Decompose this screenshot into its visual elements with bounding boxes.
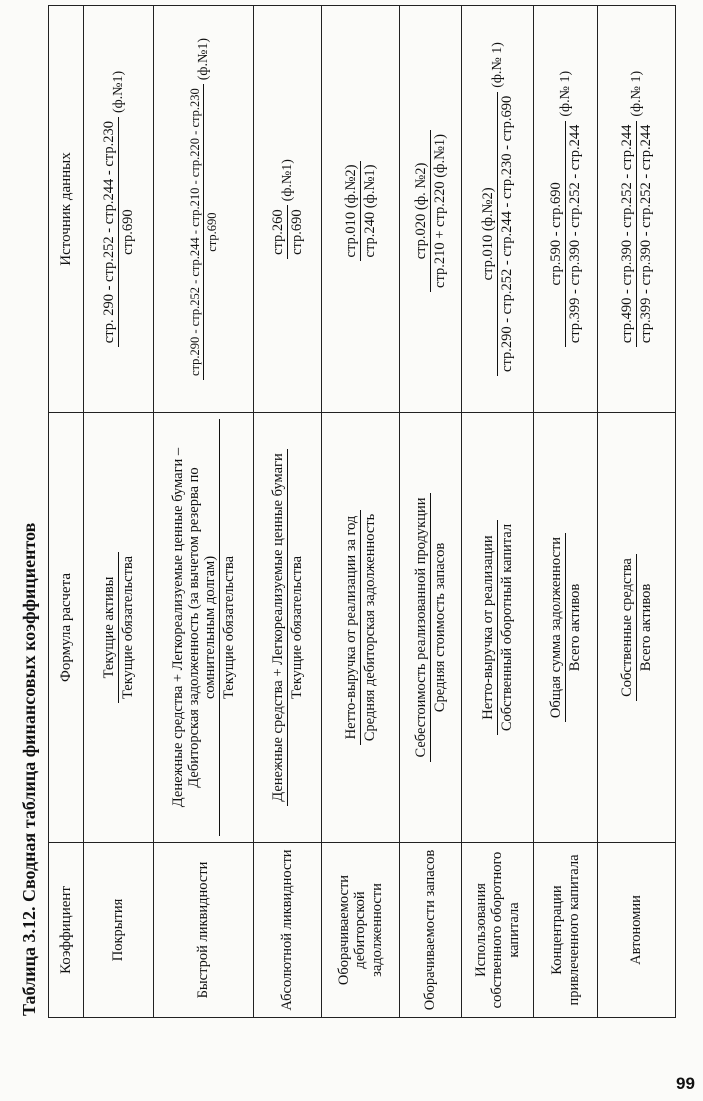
formula-cell: [598, 413, 676, 843]
source-denominator: стр.690: [205, 212, 219, 252]
source-form-tag: (ф.№1): [110, 70, 126, 114]
source-cell: [462, 6, 534, 413]
formula-denominator: Средняя стоимость запасов: [432, 542, 448, 713]
table-row: [154, 6, 254, 1018]
page-number: 99: [676, 1074, 695, 1093]
source-fraction: [188, 84, 219, 380]
source-cell: [598, 6, 676, 413]
source-cell: [84, 6, 154, 413]
source-denominator: стр.690: [120, 209, 136, 255]
source-form-tag: (ф.№ 1): [557, 70, 573, 117]
formula-cell: [254, 413, 322, 843]
table-row: [534, 6, 598, 1018]
formula-fraction: [270, 449, 305, 806]
coefficient-name: Быстрой ликвидности: [154, 843, 254, 1018]
coefficient-name: Оборачиваемости запасов: [400, 843, 462, 1018]
source-fraction: [270, 205, 305, 259]
table-row: [254, 6, 322, 1018]
rotated-content: [10, 0, 670, 1056]
source-cell: [534, 6, 598, 413]
formula-numerator: Собственные средства: [619, 554, 637, 701]
table-row: [462, 6, 534, 1018]
coefficient-name: Покрытия: [84, 843, 154, 1018]
formula-denominator: Средняя дебиторская задолженность: [362, 513, 378, 742]
formula-denominator: Текущие обязательства: [289, 555, 305, 700]
formula-numerator: Денежные средства + Легкореализуемые ценные бумаги – Дебиторская задолженность (за вычетом резерва по сомнительным долгам): [170, 419, 221, 836]
table-row: [400, 6, 462, 1018]
source-fraction: [480, 92, 515, 376]
table-body: [84, 6, 676, 1018]
source-cell: [322, 6, 400, 413]
formula-denominator: Всего активов: [567, 583, 583, 672]
formula-numerator: Общая сумма задолженности: [548, 533, 566, 722]
source-fraction: [413, 130, 448, 292]
formula-numerator: Денежные средства + Легкореализуемые ценные бумаги: [270, 449, 288, 806]
formula-fraction: [619, 554, 654, 701]
source-denominator: стр.690: [289, 209, 305, 255]
coefficient-name: Абсолютной ликвидности: [254, 843, 322, 1018]
formula-fraction: [170, 419, 238, 836]
source-fraction: [548, 121, 583, 348]
coefficient-name: Концентрации привлеченного капитала: [534, 843, 598, 1018]
header-formula: Формула расчета: [49, 413, 84, 843]
source-numerator: стр. 290 - стр.252 - стр.244 - стр.230: [101, 117, 119, 347]
source-cell: [400, 6, 462, 413]
source-numerator: стр.290 - стр.252 - стр.244 - стр.210 - стр.220 - стр.230: [188, 84, 204, 380]
source-form-tag: (ф.№ 1): [628, 70, 644, 117]
formula-numerator: Текущие активы: [101, 552, 119, 703]
formula-cell: [322, 413, 400, 843]
table-row: [598, 6, 676, 1018]
formula-fraction: [413, 494, 448, 762]
formula-denominator: Собственный оборотный капитал: [499, 523, 515, 732]
formula-numerator: Себестоимость реализованной продукции: [413, 494, 431, 762]
formula-cell: [534, 413, 598, 843]
formula-numerator: Нетто-выручка от реализации за год: [343, 510, 361, 745]
formula-denominator: Всего активов: [638, 583, 654, 672]
formula-fraction: [548, 533, 583, 722]
formula-denominator: Текущие обязательства: [221, 555, 238, 700]
header-row: [49, 6, 84, 1018]
formula-fraction: [343, 510, 378, 745]
source-numerator: стр.010 (ф.№2): [343, 161, 361, 262]
source-numerator: стр.010 (ф.№2): [480, 92, 498, 376]
coefficient-name: Автономии: [598, 843, 676, 1018]
formula-fraction: [101, 552, 136, 703]
table-title: Таблица 3.12. Сводная таблица финансовых коэффициентов: [19, 522, 39, 1016]
coefficients-table: [48, 5, 676, 1018]
formula-denominator: Текущие обязательства: [120, 555, 136, 700]
source-cell: [254, 6, 322, 413]
source-form-tag: (ф.№1): [195, 37, 211, 81]
source-numerator: стр.490 - стр.390 - стр.252 - стр.244: [619, 121, 637, 348]
source-numerator: стр.020 (ф. №2): [413, 130, 431, 292]
source-denominator: стр.210 + стр.220 (ф.№1): [432, 134, 448, 288]
table-row: [84, 6, 154, 1018]
source-fraction: [619, 121, 654, 348]
formula-cell: [462, 413, 534, 843]
header-source: Источник данных: [49, 6, 84, 413]
source-denominator: стр.290 - стр.252 - стр.244 - стр.230 - стр.690: [499, 95, 515, 372]
source-numerator: стр.590 - стр.690: [548, 121, 566, 348]
source-cell: [154, 6, 254, 413]
formula-fraction: [480, 520, 515, 735]
coefficient-name: Оборачиваемости дебиторской задолженности: [322, 843, 400, 1018]
source-form-tag: (ф.№1): [279, 159, 295, 202]
source-form-tag: (ф.№ 1): [489, 42, 505, 88]
source-denominator: стр.399 - стр.390 - стр.252 - стр.244: [567, 124, 583, 344]
formula-cell: [400, 413, 462, 843]
header-coefficient: Коэффициент: [49, 843, 84, 1018]
formula-cell: [154, 413, 254, 843]
source-fraction: [101, 117, 136, 347]
source-denominator: стр.399 - стр.390 - стр.252 - стр.244: [638, 124, 654, 344]
source-denominator: стр.240 (ф.№1): [362, 164, 378, 258]
coefficient-name: Использования собственного оборотного капитала: [462, 843, 534, 1018]
source-numerator: стр.260: [270, 205, 288, 259]
formula-cell: [84, 413, 154, 843]
source-fraction: [343, 161, 378, 262]
formula-numerator: Нетто-выручка от реализации: [480, 520, 498, 735]
table-row: [322, 6, 400, 1018]
